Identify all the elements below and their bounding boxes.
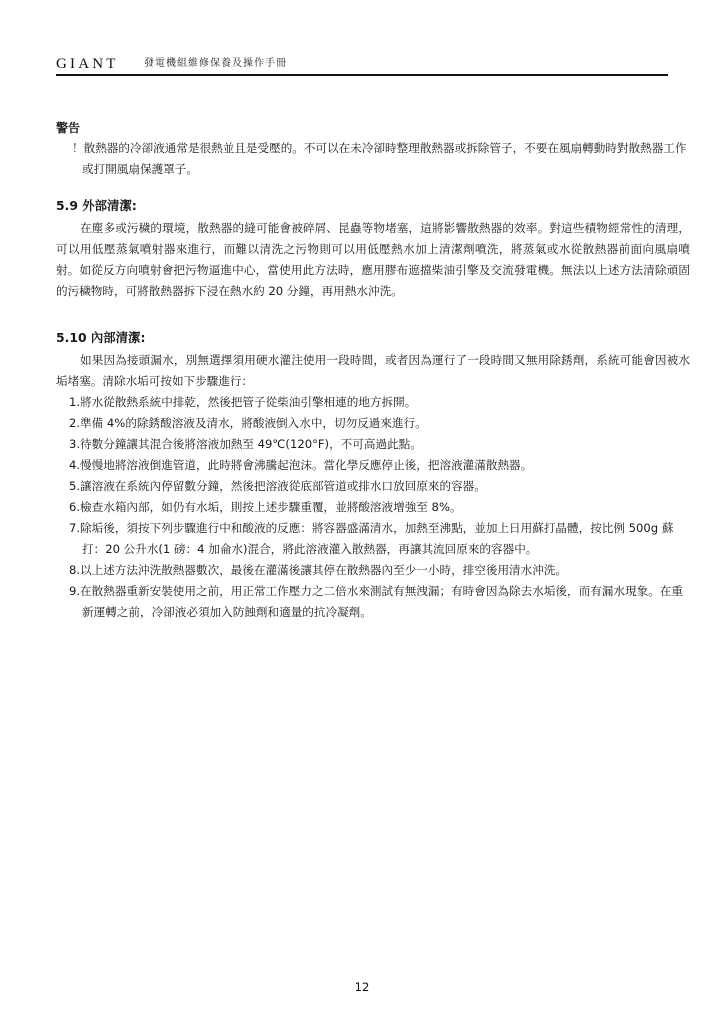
list-item: 1.將水從散熱系統中排乾，然後把管子從柴油引擎相連的地方拆開。 [69,395,417,409]
cleaning-steps-list [56,392,690,623]
list-item: 2.準備 4%的除銹酸溶液及清水，將酸液倒入水中，切勿反過來進行。 [69,416,427,430]
list-item: 8.以上述方法沖洗散熱器數次，最後在灌滿後讓其停在散熱器內至少一小時，排空後用清水沖洗。 [69,563,568,577]
list-item: 4.慢慢地將溶液倒進管道，此時將會沸騰起泡沫。當化學反應停止後，把溶液灌滿散熱器。 [69,458,533,472]
list-item: 6.檢查水箱內部，如仍有水垢，則按上述步驟重覆，並將酸溶液增強至 8%。 [69,500,462,514]
manual-title: 發電機組維修保養及操作手冊 [144,58,287,69]
page-content [56,118,690,623]
section-5-9-paragraph: 在塵多或污穢的環境，散熱器的縫可能會被碎屑、昆蟲等物堵塞，這將影響散熱器的效率。對這些積物經常性的清理，可以用低壓蒸氣噴射器來進行，而難以清洗之污物則可以用低壓熱水加上清潔劑噴洗，將蒸氣或水從散熱器前面向風扇噴射。如從反方向噴射會把污物逼進中心，當使用此方法時，應用膠布遮擋柴油引擎及交流發電機。無法以上述方法清除頑固的污穢物時，可將散熱器拆下浸在熱水約 20 分鐘，再用熱水沖洗。 [56,221,690,298]
page-header [56,55,668,75]
section-5-9-title: 5.9 外部清潔: [56,198,137,213]
list-item: 3.待數分鐘讓其混合後將溶液加熱至 49℃(120°F)，不可高過此點。 [69,437,422,451]
list-item: 7.除垢後，須按下列步驟進行中和酸液的反應：將容器盛滿清水，加熱至沸點，並加上日用蘇打晶體，按比例 500g 蘇打：20 公升水(1 磅：4 加侖水)混合，將此溶液灌入散熱器，再讓其流回原來的容器中。 [69,521,674,556]
warning-body: ！散熱器的冷卻液通常是很熱並且是受壓的。不可以在未冷卻時整理散熱器或拆除管子，不要在風扇轉動時對散熱器工作或打開風扇保護罩子。 [72,141,687,176]
section-5-10-title: 5.10 內部清潔: [56,330,146,345]
list-item: 5.讓溶液在系統內停留數分鐘，然後把溶液從底部管道或排水口放回原來的容器。 [69,479,486,493]
page-number: 12 [354,980,370,994]
section-5-10-paragraph: 如果因為接頭漏水，別無選擇須用硬水灌注使用一段時間，或者因為運行了一段時間又無用除銹劑，系統可能會因被水垢堵塞。清除水垢可按如下步驟進行： [56,353,690,388]
header-divider [56,74,668,76]
brand-logo: GIANT [56,56,119,72]
warning-title: 警告 [56,121,81,135]
list-item: 9.在散熱器重新安裝使用之前，用正常工作壓力之二倍水來測試有無洩漏；有時會因為除去水垢後，而有漏水現象。在重新運轉之前，冷卻液必須加入防蝕劑和適量的抗冷凝劑。 [69,584,683,619]
